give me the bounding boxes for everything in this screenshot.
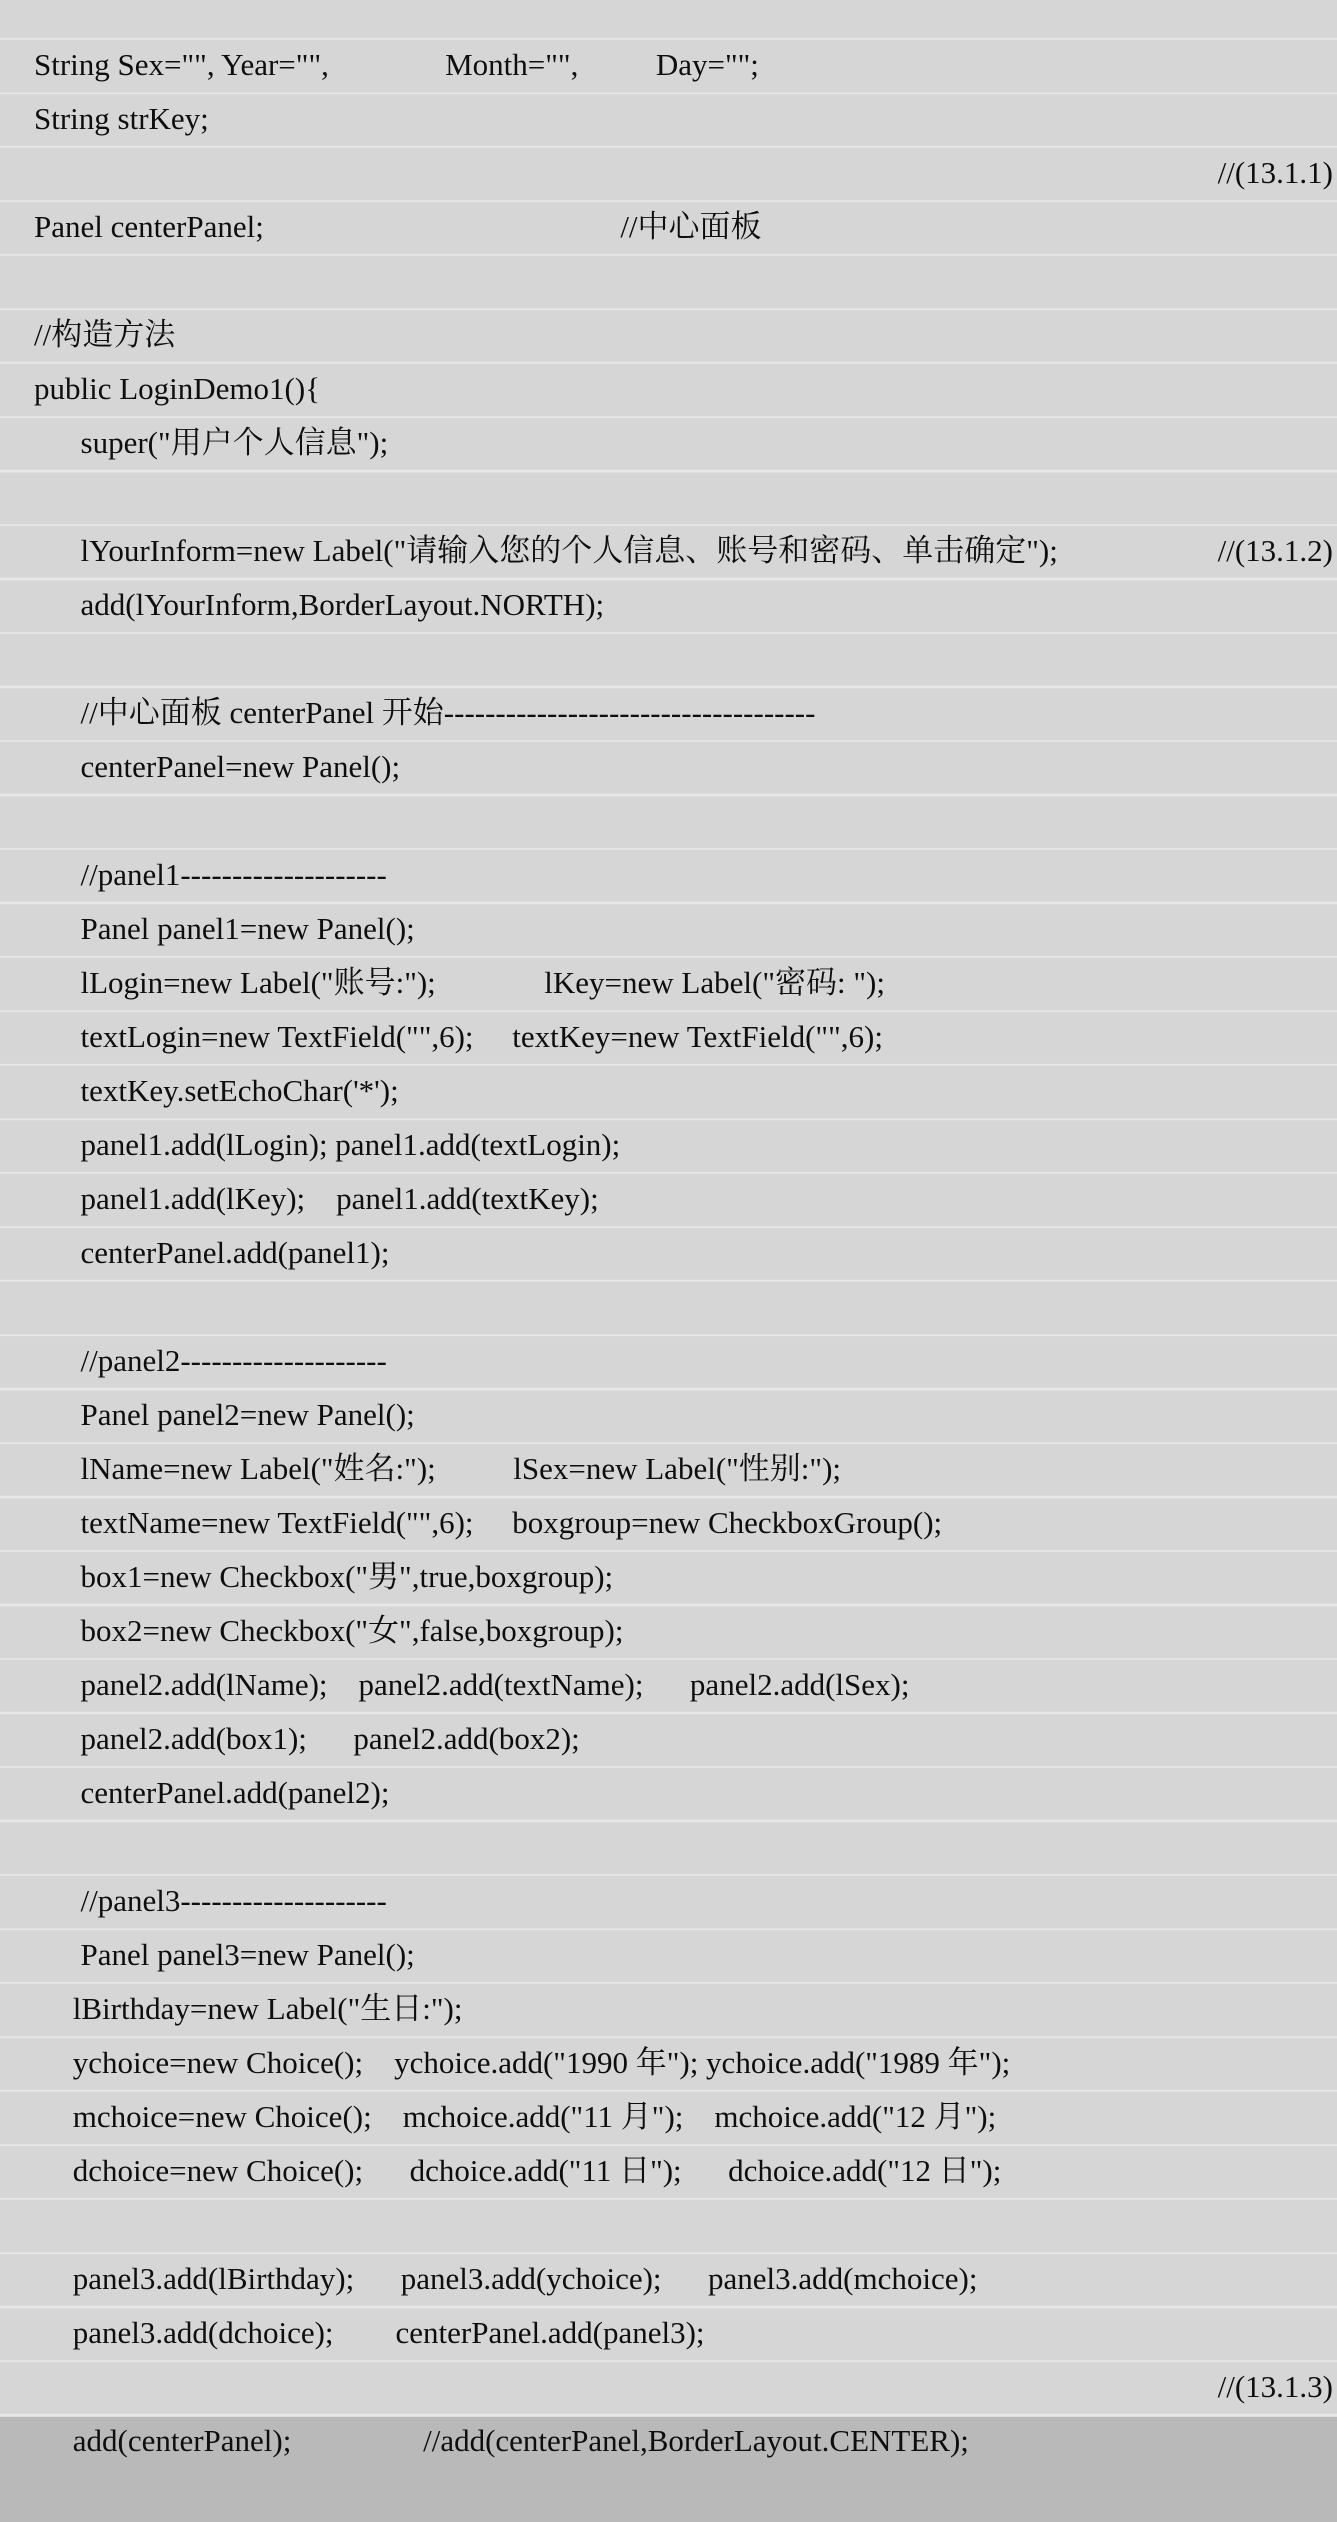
code-text: //panel2-------------------- <box>34 1343 387 1378</box>
code-line <box>3 2252 1337 2350</box>
code-line <box>3 1010 1337 1108</box>
code-text: add(centerPanel); //add(centerPanel,BorderLayout.CENTER); <box>34 2423 969 2458</box>
code-line <box>3 1550 1337 1648</box>
code-line <box>3 1388 1337 1486</box>
code-text: lYourInform=new Label("请输入您的个人信息、账号和密码、单击确定"); <box>34 533 1058 568</box>
code-line <box>3 92 1337 146</box>
code-line <box>3 1280 1337 1378</box>
code-line <box>3 740 1337 794</box>
code-text: textLogin=new TextField("",6); textKey=new TextField("",6); <box>34 1019 883 1054</box>
code-line <box>3 1928 1337 2026</box>
code-text: Panel panel2=new Panel(); <box>34 1397 415 1432</box>
code-line <box>3 146 1337 244</box>
code-text: //panel3-------------------- <box>34 1883 387 1918</box>
code-line <box>3 902 1337 1000</box>
code-line <box>3 848 1337 946</box>
code-line <box>3 1172 1337 1270</box>
code-text: lName=new Label("姓名:"); lSex=new Label("性别:"); <box>34 1451 841 1486</box>
code-text: lLogin=new Label("账号:"); lKey=new Label("密码: "); <box>34 965 885 1000</box>
code-line <box>3 1766 1337 1820</box>
code-text: Panel panel3=new Panel(); <box>34 1937 415 1972</box>
code-line <box>3 1658 1337 1756</box>
code-text: panel1.add(lLogin); panel1.add(textLogin); <box>34 1127 621 1162</box>
code-text: add(lYourInform,BorderLayout.NORTH); <box>34 587 605 622</box>
code-text: //构造方法 <box>34 317 176 352</box>
code-text: panel3.add(lBirthday); panel3.add(ychoice); panel3.add(mchoice); <box>34 2261 978 2296</box>
code-text: //panel1-------------------- <box>34 857 387 892</box>
code-text: panel3.add(dchoice); centerPanel.add(panel3); <box>34 2315 705 2350</box>
code-text: centerPanel.add(panel2); <box>34 1775 390 1810</box>
code-text: textKey.setEchoChar('*'); <box>34 1073 399 1108</box>
code-line <box>3 2090 1337 2188</box>
code-line <box>3 632 1337 730</box>
code-text: ychoice=new Choice(); ychoice.add("1990 年"); ychoice.add("1989 年"); <box>34 2045 1011 2080</box>
code-text: public LoginDemo1(){ <box>34 371 321 406</box>
code-line <box>3 254 1337 352</box>
code-line <box>3 1064 1337 1162</box>
code-line <box>3 956 1337 1054</box>
code-line <box>3 1820 1337 1918</box>
code-line <box>3 578 1337 632</box>
code-text: dchoice=new Choice(); dchoice.add("11 日"); dchoice.add("12 日"); <box>34 2153 1002 2188</box>
code-text: centerPanel.add(panel1); <box>34 1235 390 1270</box>
code-line <box>3 362 1337 460</box>
code-line <box>3 2144 1337 2198</box>
code-line <box>3 308 1337 406</box>
code-line <box>3 1226 1337 1280</box>
code-line <box>3 0 1337 82</box>
code-text: box2=new Checkbox("女",false,boxgroup); <box>34 1613 624 1648</box>
code-text: centerPanel=new Panel(); <box>34 749 401 784</box>
code-line <box>3 1442 1337 1540</box>
code-line <box>3 416 1337 470</box>
code-line <box>3 2036 1337 2134</box>
code-text: textName=new TextField("",6); boxgroup=new CheckboxGroup(); <box>34 1505 943 1540</box>
code-text: //中心面板 centerPanel 开始------------------------------------ <box>34 695 816 730</box>
code-line <box>3 2360 1337 2458</box>
code-line <box>3 200 1337 254</box>
code-line <box>3 2198 1337 2296</box>
code-line <box>3 1874 1337 1972</box>
code-text: String Sex="", Year="", Month="", Day=""; <box>34 47 759 82</box>
code-line <box>3 686 1337 784</box>
code-line <box>3 1982 1337 2080</box>
code-line <box>3 1334 1337 1432</box>
code-text: panel2.add(box1); panel2.add(box2); <box>34 1721 580 1756</box>
code-line <box>3 1712 1337 1810</box>
code-text: panel1.add(lKey); panel1.add(textKey); <box>34 1181 599 1216</box>
line-ref-comment: //(13.1.1) <box>1217 155 1333 190</box>
code-text: String strKey; <box>34 101 209 136</box>
code-text: super("用户个人信息"); <box>34 425 389 460</box>
code-line <box>3 1118 1337 1216</box>
code-line <box>3 794 1337 892</box>
line-ref-comment: //(13.1.2) <box>1217 533 1333 568</box>
code-text: mchoice=new Choice(); mchoice.add("11 月"); mchoice.add("12 月"); <box>34 2099 997 2134</box>
code-text: Panel centerPanel; //中心面板 <box>34 209 762 244</box>
code-text: lBirthday=new Label("生日:"); <box>34 1991 463 2026</box>
code-line <box>3 524 1337 622</box>
code-text: box1=new Checkbox("男",true,boxgroup); <box>34 1559 614 1594</box>
code-line <box>3 2306 1337 2360</box>
line-ref-comment: //(13.1.3) <box>1217 2369 1333 2404</box>
code-text: panel2.add(lName); panel2.add(textName); panel2.add(lSex); <box>34 1667 910 1702</box>
code-line <box>3 38 1337 136</box>
code-line <box>3 1604 1337 1702</box>
code-listing <box>3 0 1337 2458</box>
code-text: Panel panel1=new Panel(); <box>34 911 415 946</box>
code-line <box>3 1496 1337 1594</box>
